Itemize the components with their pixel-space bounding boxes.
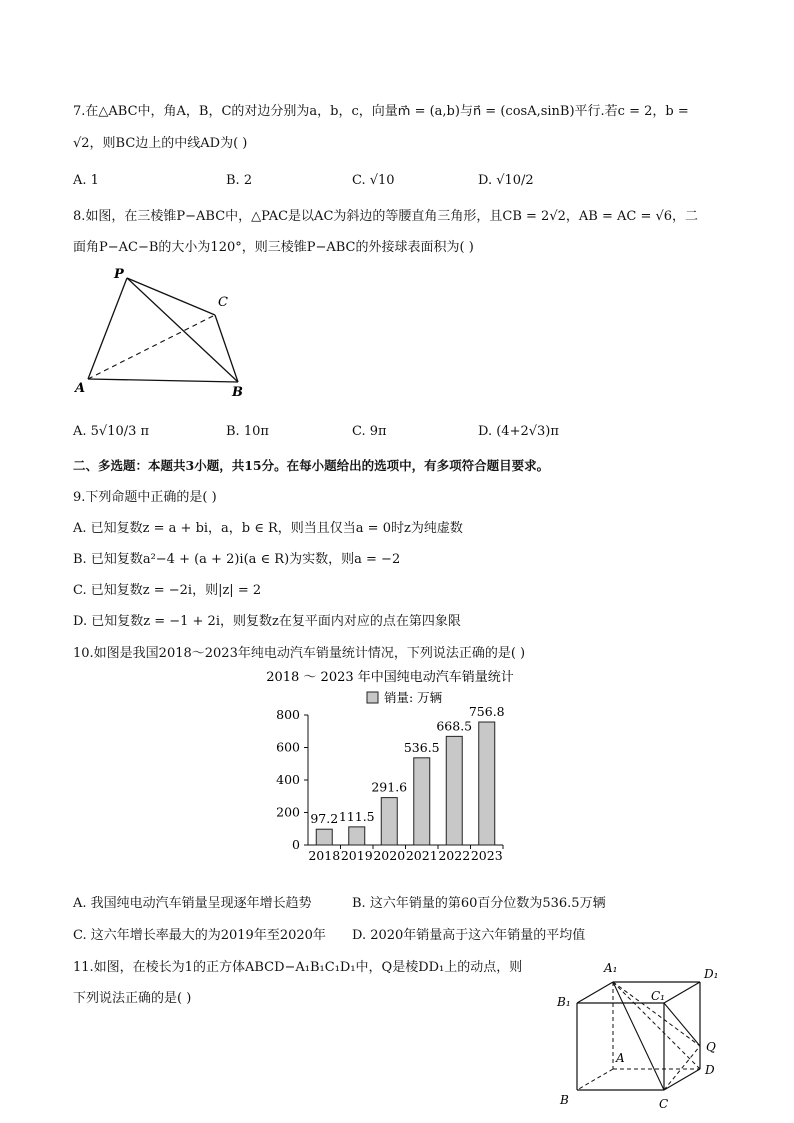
bar-2019	[349, 827, 365, 845]
y-tick-label: 200	[276, 804, 300, 820]
bar-value-label: 291.6	[371, 779, 408, 795]
bar-value-label: 536.5	[403, 739, 440, 755]
bar-value-label: 97.2	[310, 811, 339, 827]
bar-value-label: 111.5	[338, 808, 375, 824]
q7-line2: √2，则BC边上的中线AD为( )	[73, 136, 248, 151]
q11-line1: 11.如图，在棱长为1的正方体ABCD−A₁B₁C₁D₁中，Q是棱DD₁上的动点，则	[73, 960, 523, 975]
q10-stem: 10.如图是我国2018～2023年纯电动汽车销量统计情况，下列说法正确的是( )	[73, 646, 526, 661]
q9-option-a: A. 已知复数z = a + bi，a，b ∈ R，则当且仅当a = 0时z为纯虚数	[73, 521, 463, 536]
cube-figure	[555, 958, 725, 1113]
q8-option-c: C. 9π	[352, 424, 387, 439]
section-heading: 二、多选题：本题共3小题，共15分。在每小题给出的选项中，有多项符合题目要求。	[73, 458, 550, 473]
bar-2020	[381, 798, 397, 845]
q8-option-a: A. 5√10/3 π	[73, 424, 150, 439]
x-tick-label: 2020	[373, 848, 406, 863]
q7-option-b: B. 2	[226, 173, 253, 188]
label-a: A	[75, 381, 86, 396]
q8-line2: 面角P−AC−B的大小为120°，则三棱锥P−ABC的外接球表面积为( )	[73, 240, 474, 255]
bar-2018	[316, 829, 332, 845]
q8-line1: 8.如图，在三棱锥P−ABC中，△PAC是以AC为斜边的等腰直角三角形，且CB = 2√2，AB = AC = √6，二	[73, 209, 699, 224]
x-tick-label: 2019	[340, 848, 373, 863]
x-tick-label: 2022	[438, 848, 471, 863]
bar-value-label: 756.8	[468, 704, 505, 720]
cube-label-c: C	[659, 1097, 669, 1111]
q8-option-b: B. 10π	[226, 424, 269, 439]
q7-line1: 7.在△ABC中，角A，B，C的对边分别为a，b，c，向量m⃗ = (a,b)与n⃗ = (cosA,sinB)平行.若c = 2，b =	[73, 104, 689, 119]
cube-label-b1: B₁	[557, 995, 571, 1009]
cube-label-b: B	[560, 1093, 569, 1107]
tetrahedron-figure	[70, 262, 260, 404]
x-tick-label: 2021	[405, 848, 438, 863]
y-tick-label: 0	[292, 837, 300, 852]
q9-stem: 9.下列命题中正确的是( )	[73, 490, 217, 505]
bar-2021	[414, 758, 430, 845]
cube-label-a1: A₁	[604, 961, 618, 975]
label-c: C	[218, 295, 228, 310]
q10-option-a: A. 我国纯电动汽车销量呈现逐年增长趋势	[73, 896, 312, 911]
q7-option-c: C. √10	[352, 173, 395, 188]
q10-option-c: C. 这六年增长率最大的为2019年至2020年	[73, 928, 326, 943]
q10-option-d: D. 2020年销量高于这六年销量的平均值	[352, 928, 586, 943]
q9-option-c: C. 已知复数z = −2i，则|z| = 2	[73, 583, 262, 598]
q9-option-d: D. 已知复数z = −1 + 2i，则复数z在复平面内对应的点在第四象限	[73, 614, 461, 629]
q11-line2: 下列说法正确的是( )	[73, 991, 192, 1006]
y-tick-label: 600	[276, 739, 300, 755]
cube-label-c1: C₁	[651, 989, 665, 1003]
y-tick-label: 400	[276, 772, 300, 787]
y-tick-label: 800	[276, 707, 300, 722]
cube-label-a: A	[616, 1051, 625, 1065]
q10-option-b: B. 这六年销量的第60百分位数为536.5万辆	[352, 896, 606, 911]
cube-label-d1: D₁	[704, 967, 719, 981]
label-b: B	[232, 385, 243, 400]
label-p: P	[114, 267, 124, 282]
legend-label: 销量: 万辆	[384, 690, 443, 705]
x-tick-label: 2023	[470, 848, 503, 863]
sales-bar-chart	[250, 664, 550, 868]
bar-2023	[479, 722, 495, 845]
q9-option-b: B. 已知复数a²−4 + (a + 2)i(a ∈ R)为实数，则a = −2	[73, 552, 401, 567]
cube-label-d: D	[705, 1063, 715, 1077]
q7-option-d: D. √10/2	[478, 173, 534, 188]
bar-2022	[446, 736, 462, 845]
cube-label-q: Q	[706, 1040, 716, 1054]
q8-option-d: D. (4+2√3)π	[478, 424, 559, 439]
q7-option-a: A. 1	[73, 173, 99, 188]
x-tick-label: 2018	[308, 848, 341, 863]
legend-swatch	[367, 692, 378, 703]
chart-title: 2018 ～ 2023 年中国纯电动汽车销量统计	[266, 670, 514, 685]
bar-value-label: 668.5	[436, 718, 473, 734]
